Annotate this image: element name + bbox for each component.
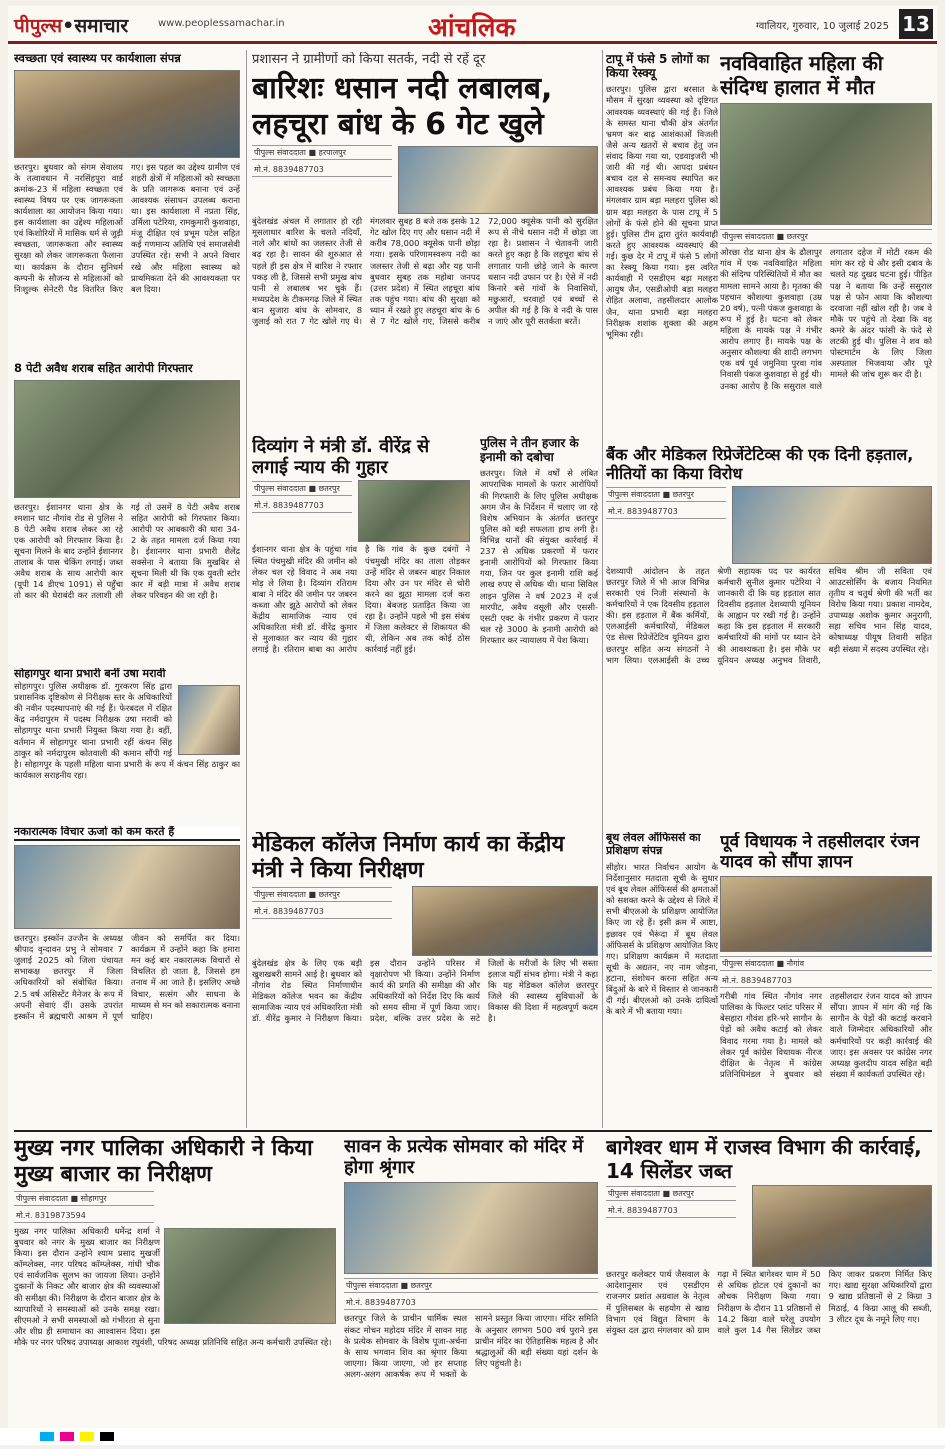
article-a13: [720, 832, 932, 1128]
article-a8: [606, 446, 932, 826]
body: छतरपुर जिले के प्राचीन धार्मिक स्थल संकट मोचन महोदय मंदिर में सावन माह के प्रत्येक सोमवार के विशेष पूजा-अर्चना के साथ भगवान शिव का श्रृंगार किया जाएगा। किया जाएगा, जो हर सप्ताह अलग-अलग आकर्षक रूप में भक्तों के सामने प्रस्तुत किया जाएगा। मंदिर समिति के अनुसार लगभग 500 वर्ष पुराने इस प्राचीन मंदिर का ऐतिहासिक महत्व है और श्रद्धालुओं की बड़ी संख्या यहां दर्शन के लिए पहुंचती है।: [344, 1313, 598, 1380]
photo: [14, 845, 240, 929]
issue-date: ग्वालियर, गुरुवार, 10 जुलाई 2025: [755, 21, 889, 32]
column-rule: [602, 50, 603, 1128]
portrait-photo: [178, 685, 240, 755]
article-a12: [606, 832, 718, 1128]
mobile: मो.नं. 8319873594: [14, 1209, 154, 1223]
site-url[interactable]: www.peoplessamachar.in: [158, 18, 285, 29]
article-a7: [480, 436, 598, 824]
brand-name-b: समाचार: [74, 15, 129, 37]
headline: बागेश्वर धाम में राजस्व विभाग की कार्रवाई, 14 सिलेंडर जब्त: [606, 1136, 922, 1183]
headline: बूथ लेवल ऑफिसर्स का प्रशिक्षण संपन्न: [606, 832, 701, 857]
masthead: [8, 6, 937, 44]
article-a9: [14, 668, 240, 818]
headline: स्वच्छता एवं स्वास्थ्य पर कार्यशाला संपन्न: [14, 52, 181, 65]
reg-mark: [40, 1432, 54, 1441]
reg-mark: [80, 1432, 94, 1441]
article-a16: [606, 1136, 932, 1428]
kicker: प्रशासन ने ग्रामीणों को किया सतर्क, नदी से रहें दूर: [252, 52, 486, 67]
body: देशव्यापी आंदोलन के तहत छतरपुर जिले में भी आज विभिन्न सरकारी एवं निजी संस्थानों के कर्मचारियों ने एक दिवसीय हड़ताल की। इस हड़ताल में बैंक कर्मियों, एलआईसी कर्मचारियों, मेडिकल एंड सेल्स रिप्रेजेंटेटिव यूनियन द्वारा छतरपुर सहित अन्य संगठनों ने भाग लिया। एलआईसी के उच्च श्रेणी सहायक पद पर कार्यरत कर्मचारी सुनील कुमार पटेरिया ने जानकारी दी कि यह हड़ताल सात दिवसीय हड़ताल देशव्यापी यूनियन के आह्वान पर रखी गई है। उन्होंने कहा कि इस हड़ताल में सरकारी कर्मचारियों की मांगों पर ध्यान देने की आवश्यकता है। इस मौके पर यूनियन अध्यक्ष अनुभव तिवारी, सचिव श्रीम जी सविता एवं आउटसोर्सिंग के बजाय नियमित तृतीय व चतुर्थ श्रेणी की भर्ती का विरोध किया गया। प्रकाश नामदेव, उपाध्यक्ष अशोक कुमार अनुरागी, सहा सचिव भान सिंह यादव, कोषाध्यक्ष पीयूष तिवारी सहित बड़ी संख्या में सदस्य उपस्थित रहे।: [606, 565, 932, 665]
byline: पीपुल्स संवाददाता ■ छतरपुर: [252, 887, 392, 902]
reg-mark: [100, 1432, 114, 1441]
body: ईशानगर थाना क्षेत्र के पहुंचा गांव स्थित पंचमुखी मंदिर की जमीन को लेकर चल रहे विवाद ने अब नया मोड़ ले लिया है। दिव्यांग रतिराम बाबा ने मंदिर की जमीन पर जबरन कब्जा और झूठे आरोपों को लेकर केंद्रीय सामाजिक न्याय एवं अधिकारिता मंत्री डॉ. वीरेंद्र कुमार से मुलाकात कर न्याय की गुहार लगाई है। रतिराम बाबा का आरोप है कि गांव के कुछ दबंगों ने पंचमुखी मंदिर का ताला तोड़कर उन्हें मंदिर से जबरन बाहर निकाल दिया और उन पर मंदिर से चोरी करने का झूठा मामला दर्ज करा दिया। बेबजह प्रताड़ित किया जा रहा है। उन्होंने पहले भी इस संबंध में जिला कलेक्टर से शिकायत की थी, लेकिन अब तक कोई ठोस कार्रवाई नहीं हुई।: [252, 544, 470, 655]
photo: [164, 1228, 336, 1324]
body: ओरछा रोड थाना क्षेत्र के ढौलापुर गांव में एक नवविवाहित महिला की संदिग्ध परिस्थितियों में मौत का मामला सामने आया है। मृतका की पहचान कौशल्या कुशवाहा (उम्र 20 वर्ष), पत्नी पंकज कुशवाहा के रूप में हुई है। घटना को लेकर महिला के मायके पक्ष ने गंभीर आरोप लगाए हैं। मायके पक्ष के अनुसार कौशल्या की शादी लगभग एक वर्ष पूर्व जमुनिया पुरवा गांव निवासी पंकज कुशवाहा से हुई थी। उनका आरोप है कि ससुराल वाले लगातार दहेज में मोटी रकम की मांग कर रहे थे और इसी दबाव के चलते यह दुखद घटना हुई। पीड़ित पक्ष ने बताया कि उन्हें ससुराल पक्ष से फोन आया कि कौशल्या दरवाजा नहीं खोल रही है। जब वे मौके पर पहुंचे तो देखा कि वह कमरे के अंदर फांसी के फंदे से लटकी हुई थी। पुलिस ने शव को पोस्टमार्टम के लिए जिला अस्पताल भिजवाया और पूरे मामले की जांच शुरू कर दी है।: [720, 247, 932, 391]
divider-bottom: [14, 1130, 932, 1132]
article-a3: [606, 52, 718, 436]
brand-sep: •: [62, 15, 75, 37]
headline: बारिशः धसान नदी लबालब, लहचूरा बांध के 6 गेट खुले: [252, 71, 553, 142]
photo: [412, 886, 598, 956]
body: बुंदेलखंड अंचल में लगातार हो रही मूसलाधार बारिश के चलते नदियाँ, नाले और बांधों का जलस्तर तेजी से बढ़ रहा है। सावन की शुरुआत से पहले ही इस क्षेत्र में बारिश ने रफ्तार पकड़ ली है, जिससे सभी प्रमुख बांध पानी से लबालब भर चुके हैं। मध्यप्रदेश के टीकमगढ़ जिले में स्थित बान सुजारा बांध के सोमवार, 8 जुलाई को रात 7 गेट खोले गए थे। मंगलवार सुबह 8 बजे तक इसके 12 गेट खोल दिए गए और धसान नदी में करीब 78,000 क्यूसेक पानी छोड़ा गया। इसके परिणामस्वरूप नदी का जलस्तर तेजी से बढ़ा और यह पानी बुधवार सुबह तक महोबा जनपद (उत्तर प्रदेश) में स्थित लहचूरा बांध तक पहुंच गया। बांध की सुरक्षा को ध्यान में रखते हुए लहचूरा बांध के 6 से 7 गेट खोले गए, जिससे करीब 72,000 क्यूसेक पानी को सुरक्षित रूप से नीचे धसान नदी में छोड़ा जा रहा है। प्रशासन ने चेतावनी जारी करते हुए कहा है कि लहचूरा बांध से लगातार पानी छोड़े जाने के कारण धसान नदी उफान पर है। ऐसे में नदी किनारे बसे गांवों के निवासियों, मछुआरों, चरवाहों एवं बच्चों से अपील की गई है कि वे नदी के पास न जाएं और पूरी सतर्कता बरतें।: [252, 216, 598, 327]
page-number: 13: [899, 9, 933, 39]
byline: पीपुल्स संवाददाता ■ नौगांव: [720, 956, 932, 971]
mobile: मो.नं. 8839487703: [606, 1204, 736, 1218]
headline: सोहागपुर थाना प्रभारी बनीं उषा मरावी: [14, 668, 166, 680]
headline: पुलिस ने तीन हजार के इनामी को दबोचा: [480, 436, 579, 465]
headline: नवविवाहित महिला की संदिग्ध हालात में मौत: [720, 52, 883, 99]
body: छतरपुर कलेक्टर पार्थ जैसवाल के आदेशानुसार एवं एसडीएम राजनगर प्रशांत अग्रवाल के नेतृत्व में पुलिसबल के सहयोग से खाद्य विभाग एवं विद्युत विभाग के संयुक्त दल द्वारा मंगलवार को ग्राम गढ़ा में स्थित बागेश्वर धाम में 50 से अधिक होटल एवं दुकानों का औचक निरीक्षण किया गया। निरीक्षण के दौरान 11 प्रतिष्ठानों से 14.2 किग्रा वाले घरेलू उपयोग वाले कुल 14 गैस सिलेंडर जब्त किए जाकर प्रकरण निर्मित किए गए। खाद्य सुरक्षा अधिकारियों द्वारा 9 खाद्य प्रतिष्ठानों से 2 किग्रा 3 मिठाई, 4 किग्रा आलू की सब्जी, 3 लीटर दूध के नमूने लिए गए।: [606, 1269, 932, 1335]
article-a1: [14, 52, 240, 352]
byline: पीपुल्स संवाददाता ■ छतरपुर: [606, 1186, 736, 1201]
byline: पीपुल्स संवाददाता ■ सोहागपुर: [14, 1191, 154, 1206]
body: छतरपुर। ईशानगर थाना क्षेत्र के श्मशान घाट नौगांव रोड से पुलिस ने 8 पेटी अवैध शराब लेकर आ रहे एक आरोपी को गिरफ्तार किया है। सूचना मिलने के बाद उन्होंने ईशानगर तालाब के पास चेकिंग लगाई। जब्त अवैध शराब के साथ आरोपी कार (यूपी 14 डीएच 1091) से पहुँचा तो कार की घेराबंदी कर तलाशी ली गई तो उसमें 8 पेटी अवैध शराब सहित आरोपी को गिरफ्तार किया। आरोपी पर आबकारी की धारा 34-2 के तहत मामला दर्ज किया गया है। ईशानगर थाना प्रभारी शैलेंद्र सक्सेना ने बताया कि मुखबिर से सूचना मिली थी कि एक युवती स्टोर कार में बड़ी मात्रा में अवैध शराब लेकर परिवहन की जा रही है।: [14, 501, 240, 601]
mobile: मो.नं. 8839487703: [252, 163, 392, 177]
temple-photo: [344, 1182, 598, 1274]
body: छतरपुर। जिले में वर्षों से लंबित आपराधिक मामलों के फरार आरोपियों की गिरफ्तारी के लिए पुलिस अधीक्षक अगम जैन के निर्देशन में चलाए जा रहे विशेष अभियान के अंतर्गत छतरपुर पुलिस को बड़ी सफलता हाथ लगी है। विभिन्न थानों की संयुक्त कार्रवाई में 237 से अधिक प्रकरणों में फरार इनामी आरोपियों को गिरफ्तार किया गया, जिन पर कुल इनामी राशि कई लाख रुपए से अधिक थी। थाना सिविल लाइन पुलिस ने वर्ष 2023 में दर्ज मारपीट, अवैध वसूली और एससी-एसटी एक्ट के गंभीर प्रकरण में फरार चल रहे 3000 के इनामी आरोपी को गिरफ्तार कर न्यायालय में पेश किया।: [480, 468, 598, 645]
mobile: मो.नं. 8839487703: [344, 1296, 598, 1310]
photo: [358, 480, 470, 542]
article-a6: [252, 436, 470, 824]
body: छतरपुर। बुधवार को संगम सेवालय के तत्वावधान में नरसिंहपुरा वार्ड क्रमांक-23 में महिला स्वच्छता एवं स्वास्थ्य विषय पर एक जागरूकता कार्यशाला का आयोजन किया गया। इस कार्यशाला का उद्देश्य महिलाओं एवं किशोरियों में मासिक धर्म से जुड़ी स्वच्छता, जागरूकता और स्वास्थ्य सुरक्षा को लेकर जागरूकता फैलाना था। कार्यक्रम के दौरान सुनिधर्म कम्पनी के सौजन्य से महिलाओं को निःशुल्क सेनेटरी पैड वितरित किए गए। इस पहल का उद्देश्य ग्रामीण एवं शहरी क्षेत्रों में महिलाओं को स्वच्छता के प्रति जागरूक बनाना एवं उन्हें आवश्यक संसाधन उपलब्ध कराना था। इस कार्यशाला में नप्रता सिंह, उर्मिला पटेरिया, रामकुमारी कुशवाहा, मंजू दीक्षित एवं प्रभूम पटेल सहित कई गणमान्य अतिथि एवं समाजसेवी उपस्थित रहे। सभी ने अपने विचार रखे और महिला स्वास्थ्य को प्राथमिकता देने की आवश्यकता पर बल दिया।: [14, 161, 240, 294]
mobile: मो.नं. 8839487703: [606, 505, 726, 519]
headline: मेडिकल कॉलेज निर्माण कार्य का केंद्रीय मंत्री ने किया निरीक्षण: [252, 832, 565, 883]
article-a11: [252, 832, 598, 1128]
headline: दिव्यांग ने मंत्री डॉ. वीरेंद्र से लगाई न्याय की गुहार: [252, 436, 430, 479]
body: मुख्य नगर पालिका अधिकारी धर्मेन्द्र शर्मा ने बुधवार को नगर के मुख्य बाजार का निरीक्षण किया। इस दौरान उन्होंने श्याम प्रसाद मुखर्जी कॉम्प्लेक्स, नगर परिषद कॉम्प्लेक्स, गांधी चौक एवं सार्वजनिक सुलभ का जायजा लिया। उन्होंने दुकानों के निकट और बाजार क्षेत्र की व्यवस्थाओं की समीक्षा की। निरीक्षण के दौरान बाजार क्षेत्र के व्यापारियों ने समस्याओं को उनके समक्ष रखा। सीएमओ ने सभी समस्याओं को गंभीरता से सुना और शीघ्र ही समाधान का आश्वासन दिया। इस मौके पर नगर परिषद उपाध्यक्ष आकाश रघुवंशी, परिषद अध्यक्ष प्रतिनिधि सहित अन्य कर्मचारी उपस्थित रहे।: [14, 1225, 332, 1347]
headline: बैंक और मेडिकल रिप्रेजेंटेटिव्स की एक दिनी हड़ताल, नीतियों का किया विरोध: [606, 446, 914, 483]
print-registration-bar: [0, 1428, 945, 1445]
body: गरीबी गांव स्थित नौगांव नगर पालिका के फिल्टर प्लांट परिसर में बेसहारा गौवंश हरि-भरे सागौन के पेड़ों को अवैध कटाई को लेकर विवाद गरमा गया है। मामले को लेकर पूर्व कांग्रेस विधायक नीरज दीक्षित के नेतृत्व में कांग्रेस प्रतिनिधिमंडल ने बुधवार को तहसीलदार रंजन यादव को ज्ञापन सौंपा। ज्ञापन में मांग की गई कि सागौन के पेड़ों की कटाई करवाने वाले जिम्मेदार अधिकारियों और कर्मचारियों पर कड़ी कार्रवाई की जाए। इस अवसर पर कांग्रेस नगर अध्यक्ष कुलदीप यादव सहित बड़ी संख्या में कार्यकर्ता उपस्थित रहे।: [720, 991, 932, 1079]
headline: सावन के प्रत्येक सोमवार को मंदिर में होगा श्रृंगार: [344, 1136, 584, 1179]
article-a4: [720, 52, 932, 436]
headline: टापू में फंसे 5 लोगों का किया रेस्क्यू: [606, 52, 710, 81]
body: छतरपुर। इस्कॉन उज्जैन के अध्यक्ष श्रीपाद वृन्दावन प्रभु ने सोमवार 7 जुलाई 2025 को जिला पंचायत सभाकक्ष छतरपुर में जिला अधिकारियों को संबोधित किया। 2.5 वर्ष असिस्टेंट मैनेजर के रूप में अपनी सेवाएं दीं। उसके उपरांत इस्कॉन में ब्रह्मचारी आश्रम में पूर्ण जीवन को समर्पित कर दिया। कार्यक्रम में उन्होंने कहा कि हमारा मन कई बार नकारात्मक विचारों से विचलित हो जाता है, जिससे हम तनाव में आ जाते हैं। इसलिए अच्छे विचार, सत्संग और साधना के माध्यम से मन को सकारात्मक बनाना चाहिए।: [14, 932, 240, 1021]
article-a15: [344, 1136, 598, 1428]
mobile: मो.नं. 8839487703: [252, 905, 392, 919]
article-a10: [14, 826, 240, 1126]
byline: पीपुल्स संवाददाता ■ छतरपुर: [252, 481, 352, 496]
mobile: मो.नं. 8839487703: [252, 499, 352, 513]
brand-logo: [14, 12, 128, 38]
photo: [720, 876, 932, 952]
article-a14: [14, 1136, 336, 1428]
dam-photo: [398, 146, 598, 214]
byline: पीपुल्स संवाददाता ■ छतरपुर: [720, 229, 932, 244]
headline: 8 पेटी अवैध शराब सहित आरोपी गिरफ्तार: [14, 362, 193, 375]
mobile: मो.नं. 8839487703: [720, 974, 932, 988]
photo: [14, 70, 240, 158]
article-a5: [14, 362, 240, 662]
body: सीहोर। भारत निर्वाचन आयोग के निर्देशानुसार मतदाता सूची के सुधार एवं बूथ लेवल ऑफिसर्स की क्षमताओं को सशक्त करने के उद्देश्य से जिले में सभी बीएलओ के प्रशिक्षण आयोजित किए जा रहे हैं। इसी क्रम में आष्टा, इछावर एवं भैरूंदा में बूथ लेवल ऑफिसर्स के प्रशिक्षण आयोजित किए गए। प्रशिक्षण कार्यक्रम में मतदाता सूची के अद्यतन, नए नाम जोड़ना, हटाना, संशोधन करना सहित अन्य बिंदुओं के बारे में विस्तार से जानकारी दी गई। बीएलओ को उनके दायित्वों के बारे में भी बताया गया।: [606, 861, 718, 1017]
photo: [720, 103, 932, 225]
photo: [14, 380, 240, 498]
section-title: आंचलिक: [428, 13, 516, 43]
body: बुंदेलखंड क्षेत्र के लिए एक बड़ी खुशखबरी सामने आई है। बुधवार को नौगांव रोड स्थित निर्माणाधीन मेडिकल कॉलेज भवन का केंद्रीय सामाजिक न्याय एवं अधिकारिता मंत्री डॉ. वीरेंद्र कुमार ने निरीक्षण किया। इस दौरान उन्होंने परिसर में वृक्षारोपण भी किया। उन्होंने निर्माण कार्य की प्रगति की समीक्षा की और अधिकारियों को निर्देश दिए कि कार्य को समय सीमा में पूर्ण किया जाए। प्रदेश, बल्कि उत्तर प्रदेश के सटे जिलों के मरीजों के लिए भी सस्ता इलाज यहीं संभव होगा। मंत्री ने कहा कि यह मेडिकल कॉलेज छतरपुर जिले की स्वास्थ्य सुविधाओं के विकास की दिशा में महत्वपूर्ण कदम है।: [252, 957, 598, 1024]
byline: पीपुल्स संवाददाता ■ हरपालपुर: [252, 145, 392, 160]
article-a2: [252, 52, 598, 424]
photo: [732, 486, 932, 564]
reg-mark: [60, 1432, 74, 1441]
column-rule: [246, 50, 247, 1128]
headline: नकारात्मक विचार ऊर्जा को कम करते हैं: [14, 826, 240, 841]
headline: मुख्य नगर पालिका अधिकारी ने किया मुख्य बाजार का निरीक्षण: [14, 1136, 313, 1187]
body: छतरपुर। पुलिस द्वारा बरसात के मौसम में सुरक्षा व्यवस्था को दृष्टिगत आवश्यक व्यवस्थाएं की गई हैं। जिले के समस्त थाना चौकी क्षेत्र अंतर्गत भ्रमण कर बाढ़ आशंकाओं विजली जैसे अन्य खतरों से बचाव हेतु जन संवाद किया गया था, एडवाइजरी भी जारी की गई थी। आपदा प्रबंधन बचाव दल से समन्वय स्थापित कर आवश्यक प्रबंध किया गया है। मंगलवार ग्राम बड़ा मलहरा पुलिस को ग्राम बड़ा मलहरा के पास टापू में 5 लोगों के फंसे होने की सूचना प्राप्त हुई। पुलिस टीम द्वारा तुरंत कार्यवाही करते हुए आवश्यक व्यवस्थाएं की गईं। कुछ देर में टापू में फंसे 5 लोगों का रेस्क्यू किया गया। इस त्वरित कार्यवाही में एसडीएम बड़ा मलहरा आयुष जैन, एसडीओपी बड़ा मलहरा रोहित अलावा, तहसीलदार आलोक जैन, थाना प्रभारी बड़ा मलहरा निरीक्षक शशांक शुक्ला की अहम भूमिका रही।: [606, 84, 718, 339]
body: सोहागपुर। पुलिस अधीक्षक डॉ. गुरकरण सिंह द्वारा प्रशासनिक दृष्टिकोण से निरीक्षक स्तर के अधिकारियों की नवीन पदस्थापनाएं की गई हैं। फेरबदल में रक्षित केंद्र नर्मदापुरम में पदस्थ निरीक्षक उषा मरावी को सोहागपुर थाना प्रभारी नियुक्त किया गया है। वहीं, वर्तमान में सोहागपुर थाना प्रभारी रहीं कंचन सिंह ठाकुर को नर्मदापुरम कोतवाली की कमान सौंपी गई है। सोहागपुर के पहली महिला थाना प्रभारी के रूप में कंचन सिंह ठाकुर का कार्यकाल सराहनीय रहा।: [14, 680, 240, 780]
headline: पूर्व विधायक ने तहसीलदार रंजन यादव को सौंपा ज्ञापन: [720, 832, 920, 873]
photo: [752, 1185, 932, 1267]
byline: पीपुल्स संवाददाता ■ छतरपुर: [344, 1278, 598, 1293]
newspaper-page: [8, 6, 937, 1432]
byline: पीपुल्स संवाददाता ■ छतरपुर: [606, 487, 726, 502]
brand-name-a: पीपुल्स: [14, 15, 63, 37]
